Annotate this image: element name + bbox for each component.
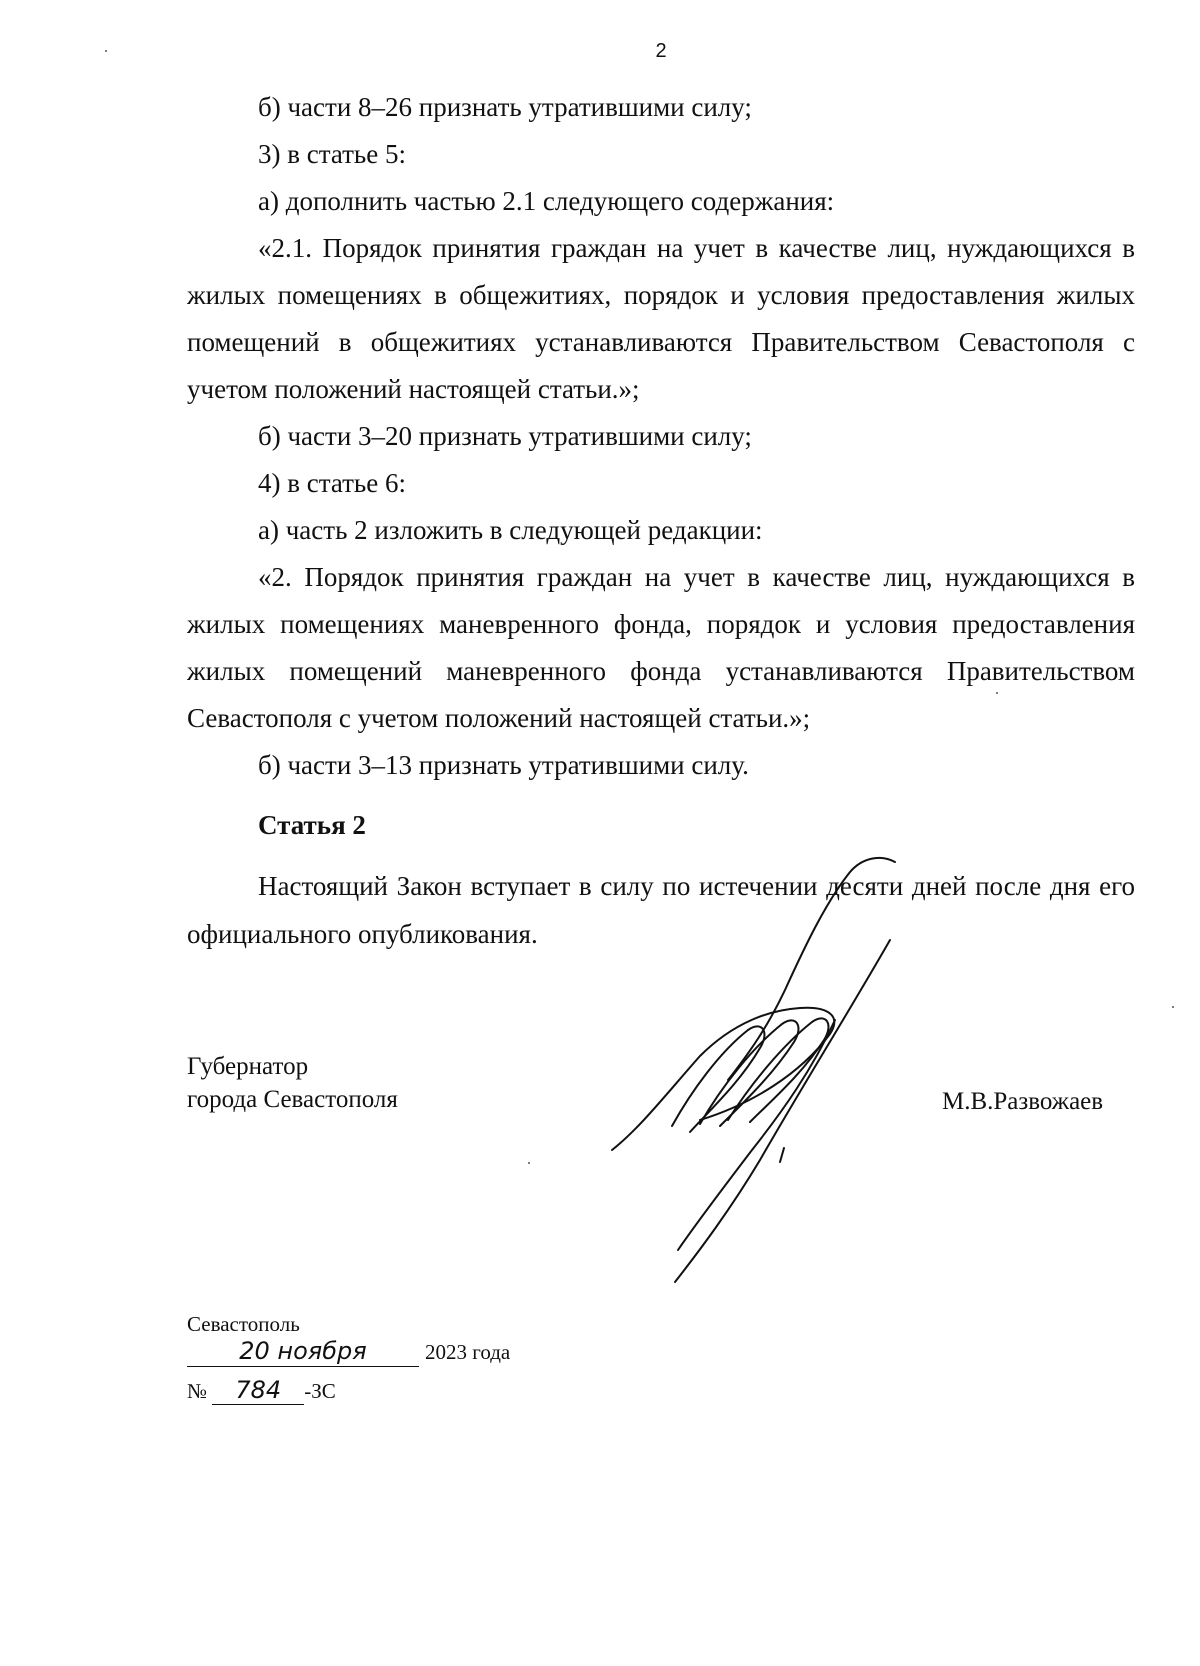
paragraph: «2.1. Порядок принятия граждан на учет в качестве лиц, нуждающихся в жилых помещениях в общежитиях, порядок и условия предоставления жилых помещений в общежитиях устанавливаются Правительством Севастополя с учетом положений настоящей статьи.»; (187, 233, 1135, 404)
signatory-name: М.В.Развожаев (942, 1088, 1104, 1115)
signature-stroke (678, 1020, 835, 1250)
number-suffix: -ЗС (304, 1379, 336, 1403)
paragraph: б) части 3–20 признать утратившими силу; (258, 421, 752, 451)
signature-stroke (672, 1026, 764, 1132)
paragraph: «2. Порядок принятия граждан на учет в качестве лиц, нуждающихся в жилых помещениях маневренного фонда, порядок и условия предоставления жилых помещений маневренного фонда устанавливаются Правительством Севастополя с учетом положений настоящей статьи.»; (187, 562, 1135, 733)
signatory-title (187, 1050, 398, 1116)
law-number (187, 1376, 336, 1405)
document-body (187, 84, 1135, 789)
handwritten-number: 784 (212, 1376, 304, 1405)
page-number: 2 (655, 40, 667, 62)
signature-stroke (675, 940, 890, 1282)
date-year: 2023 года (425, 1340, 511, 1364)
paragraph: б) части 8–26 признать утратившими силу; (258, 92, 752, 122)
signature-stroke (612, 1008, 834, 1150)
article-text: Настоящий Закон вступает в силу по истечении десяти дней после дня его официального опубликования. (187, 871, 1135, 949)
paragraph: 4) в статье 6: (258, 468, 406, 498)
paragraph: а) часть 2 изложить в следующей редакции: (258, 515, 763, 545)
article-heading: Статья 2 (258, 810, 366, 840)
number-sign: № (187, 1379, 208, 1403)
signing-date (187, 1336, 510, 1367)
place-of-signing: Севастополь (187, 1312, 300, 1336)
scan-speck (1172, 1006, 1174, 1008)
paragraph: 3) в статье 5: (258, 139, 406, 169)
paragraph: а) дополнить частью 2.1 следующего содержания: (258, 186, 835, 216)
paragraph: б) части 3–13 признать утратившими силу. (258, 750, 749, 780)
signatory-title-line2: города Севастополя (187, 1086, 398, 1113)
scan-speck (996, 692, 998, 694)
signature-stroke (780, 1148, 784, 1162)
scan-speck (528, 1162, 530, 1164)
signatory-title-line1: Губернатор (187, 1053, 309, 1080)
signature-stroke (728, 1018, 828, 1122)
signature-stroke (700, 1020, 798, 1126)
handwritten-date: 20 ноября (187, 1336, 419, 1367)
scan-speck (105, 50, 107, 52)
